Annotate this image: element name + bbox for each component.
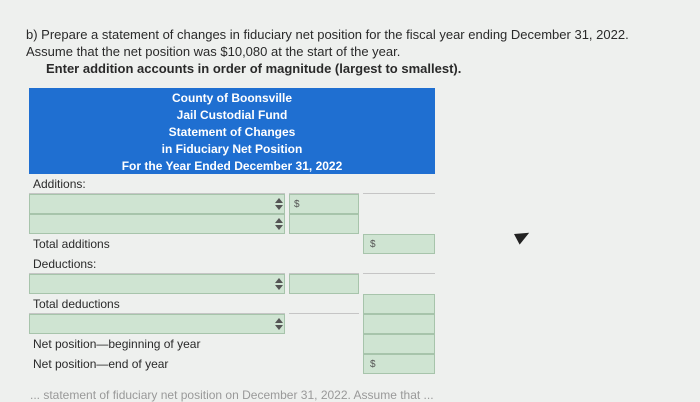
addition-total-blank-1	[363, 194, 435, 214]
net-beginning-col1-blank	[289, 334, 359, 354]
instruction-line-2: Assume that the net position was $10,080 at the start of the year.	[26, 44, 401, 59]
statement-period: For the Year Ended December 31, 2022	[121, 159, 343, 173]
change-account-select[interactable]	[29, 314, 285, 334]
change-row	[29, 314, 435, 334]
select-stepper-icon	[275, 217, 283, 231]
deductions-col2-blank	[363, 254, 435, 274]
instructions	[26, 26, 686, 77]
total-additions-input[interactable]	[363, 234, 435, 254]
additions-col1-blank	[289, 174, 359, 194]
select-stepper-icon	[275, 317, 283, 331]
total-deductions-col1-blank	[289, 294, 359, 314]
instruction-line-1: b) Prepare a statement of changes in fiduciary net position for the fiscal year ending December 31, 2022.	[26, 27, 629, 42]
net-end-row	[29, 354, 435, 374]
statement-table	[29, 88, 435, 374]
total-deductions-input[interactable]	[363, 294, 435, 314]
total-additions-label: Total additions	[33, 237, 110, 251]
addition-row-2	[29, 214, 435, 234]
addition-account-select-2[interactable]	[29, 214, 285, 234]
dollar-sign: $	[370, 239, 376, 250]
instruction-line-3: Enter addition accounts in order of magnitude (largest to smallest).	[46, 61, 462, 76]
deductions-label: Deductions:	[29, 254, 285, 274]
statement-title: Statement of Changes	[168, 125, 296, 139]
addition-amount-input-1[interactable]	[289, 194, 359, 214]
select-stepper-icon	[275, 277, 283, 291]
deduction-total-blank-1	[363, 274, 435, 294]
statement-grid	[29, 174, 435, 374]
deductions-col1-blank	[289, 254, 359, 274]
net-end-col1-blank	[289, 354, 359, 374]
deduction-amount-input-1[interactable]	[289, 274, 359, 294]
net-beginning-label: Net position—beginning of year	[33, 337, 201, 351]
total-additions-row	[29, 234, 435, 254]
additions-col2-blank	[363, 174, 435, 194]
deductions-heading-row	[29, 254, 435, 274]
select-stepper-icon	[275, 197, 283, 211]
total-deductions-row	[29, 294, 435, 314]
additions-label: Additions:	[29, 174, 285, 194]
fund-name: Jail Custodial Fund	[176, 108, 288, 122]
addition-total-blank-2	[363, 214, 435, 234]
net-end-label: Net position—end of year	[33, 357, 169, 371]
dollar-sign: $	[294, 199, 300, 210]
mouse-cursor-icon	[514, 227, 532, 244]
dollar-sign: $	[370, 359, 376, 370]
county-name: County of Boonsville	[172, 91, 292, 105]
addition-amount-input-2[interactable]	[289, 214, 359, 234]
deduction-row-1	[29, 274, 435, 294]
statement-subtitle: in Fiduciary Net Position	[161, 142, 303, 156]
change-col1-blank	[289, 314, 359, 334]
addition-row-1	[29, 194, 435, 214]
total-additions-col1-blank	[289, 234, 359, 254]
change-amount-input[interactable]	[363, 314, 435, 334]
cut-off-text: ... statement of fiduciary net position on December 31, 2022. Assume that ...	[30, 388, 434, 402]
net-beginning-input[interactable]	[363, 334, 435, 354]
net-end-input[interactable]	[363, 354, 435, 374]
statement-header	[29, 88, 435, 174]
additions-heading-row	[29, 174, 435, 194]
total-deductions-label: Total deductions	[29, 294, 285, 314]
addition-account-select-1[interactable]	[29, 194, 285, 214]
deduction-account-select-1[interactable]	[29, 274, 285, 294]
net-beginning-row	[29, 334, 435, 354]
